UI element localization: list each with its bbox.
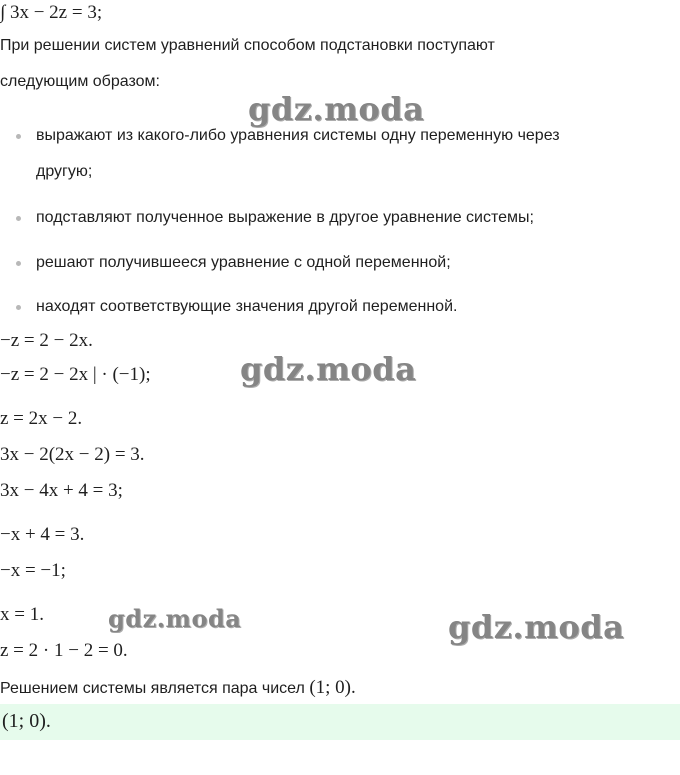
bullet-dot-icon xyxy=(16,134,21,139)
step-line: −z = 2 − 2x. xyxy=(0,330,93,351)
answer-value: (1; 0). xyxy=(2,710,51,732)
step-line: −x = −1; xyxy=(0,560,66,581)
system-equation: ∫ 3x − 2z = 3; xyxy=(0,2,103,23)
list-item-text: подставляют полученное выражение в другое уравнение системы; xyxy=(36,209,534,226)
bullet-dot-icon xyxy=(16,261,21,266)
answer-box xyxy=(0,704,680,740)
list-item-text-cont: другую; xyxy=(36,163,93,180)
watermark: gdz.moda xyxy=(240,350,417,388)
step-line: z = 2 · 1 − 2 = 0. xyxy=(0,640,128,661)
watermark: gdz.moda xyxy=(248,90,425,128)
watermark: gdz.moda xyxy=(108,604,242,633)
step-line: 3x − 2(2x − 2) = 3. xyxy=(0,444,145,465)
list-item-text: выражают из какого-либо уравнения системы одну переменную через xyxy=(36,127,560,144)
bullet-dot-icon xyxy=(16,305,21,310)
conclusion xyxy=(0,678,356,699)
intro-line-2: следующим образом: xyxy=(0,73,160,90)
step-line: z = 2x − 2. xyxy=(0,408,83,429)
step-line: 3x − 4x + 4 = 3; xyxy=(0,480,123,501)
step-line: x = 1. xyxy=(0,604,44,625)
conclusion-text: Решением системы является пара чисел xyxy=(0,680,305,697)
conclusion-pair: (1; 0). xyxy=(309,677,356,698)
list-item-text: решают получившееся уравнение с одной переменной; xyxy=(36,254,451,271)
watermark: gdz.moda xyxy=(448,608,625,646)
intro-line-1: При решении систем уравнений способом подстановки поступают xyxy=(0,37,495,54)
bullet-dot-icon xyxy=(16,216,21,221)
step-line: −x + 4 = 3. xyxy=(0,524,85,545)
list-item-text: находят соответствующие значения другой переменной. xyxy=(36,298,458,315)
step-line: −z = 2 − 2x | · (−1); xyxy=(0,364,151,385)
